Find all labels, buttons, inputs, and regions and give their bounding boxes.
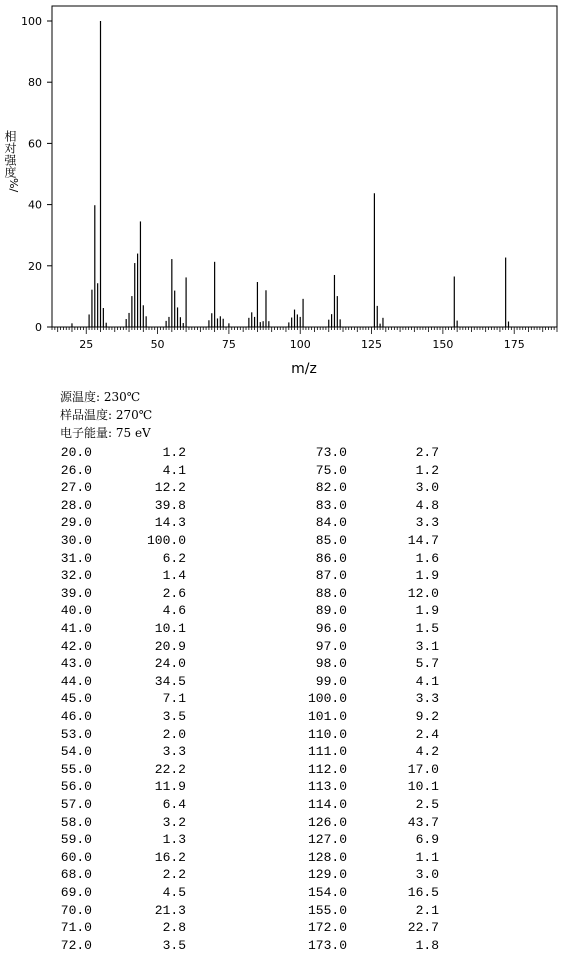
intensity-cell: 1.2 <box>162 445 186 460</box>
intensity-cell: 22.7 <box>407 920 439 936</box>
intensity-cell: 3.0 <box>415 867 439 883</box>
mz-cell: 30.0 <box>60 533 92 548</box>
mz-cell: 40.0 <box>60 603 92 619</box>
intensity-cell: 1.5 <box>415 621 439 636</box>
intensity-cell: 7.1 <box>162 691 186 707</box>
mz-cell: 42.0 <box>60 638 92 654</box>
mz-cell: 128.0 <box>307 849 347 865</box>
mz-cell: 112.0 <box>307 761 347 777</box>
plot-frame <box>52 6 557 327</box>
intensity-cell: 9.2 <box>415 709 439 724</box>
intensity-cell: 4.1 <box>415 673 439 689</box>
table-row <box>0 497 570 515</box>
mz-cell: 101.0 <box>307 709 347 724</box>
table-row <box>0 831 570 849</box>
intensity-cell: 2.6 <box>162 585 186 601</box>
mz-cell: 98.0 <box>315 656 347 672</box>
table-row <box>0 602 570 620</box>
intensity-cell: 3.0 <box>415 480 439 496</box>
intensity-cell: 2.1 <box>415 902 439 918</box>
intensity-cell: 100.0 <box>146 533 186 548</box>
intensity-cell: 3.3 <box>415 515 439 531</box>
mz-cell: 68.0 <box>60 867 92 883</box>
x-tick-label: 150 <box>432 338 454 351</box>
mz-cell: 83.0 <box>315 497 347 513</box>
y-axis-label-unit: %/ <box>7 178 20 193</box>
mz-cell: 70.0 <box>60 902 92 918</box>
mz-cell: 96.0 <box>315 621 347 636</box>
table-row <box>0 849 570 867</box>
mz-cell: 111.0 <box>307 744 347 760</box>
mz-cell: 154.0 <box>307 885 347 900</box>
table-row <box>0 937 570 955</box>
intensity-cell: 6.2 <box>162 550 186 566</box>
mz-cell: 32.0 <box>60 568 92 584</box>
intensity-cell: 4.1 <box>162 462 186 478</box>
x-tick-label: 75 <box>221 338 236 351</box>
intensity-cell: 2.8 <box>162 920 186 936</box>
intensity-cell: 14.7 <box>407 533 439 548</box>
mass-spectrum-chart <box>0 0 570 385</box>
mz-cell: 20.0 <box>60 445 92 460</box>
intensity-cell: 4.6 <box>162 603 186 619</box>
intensity-cell: 6.4 <box>162 797 186 812</box>
y-axis-ticks <box>21 15 52 334</box>
mz-cell: 46.0 <box>60 709 92 724</box>
table-row <box>0 796 570 814</box>
intensity-cell: 1.9 <box>415 603 439 619</box>
intensity-cell: 4.8 <box>415 497 439 513</box>
intensity-cell: 4.5 <box>162 885 186 900</box>
mz-cell: 71.0 <box>60 920 92 936</box>
table-row <box>0 550 570 568</box>
mz-cell: 129.0 <box>307 867 347 883</box>
intensity-cell: 12.2 <box>154 480 186 496</box>
intensity-cell: 12.0 <box>407 585 439 601</box>
intensity-cell: 5.7 <box>415 656 439 672</box>
mz-cell: 69.0 <box>60 885 92 900</box>
mz-cell: 59.0 <box>60 832 92 848</box>
intensity-cell: 1.8 <box>415 937 439 953</box>
table-row <box>0 919 570 937</box>
table-row <box>0 532 570 550</box>
intensity-cell: 1.1 <box>415 849 439 865</box>
mz-cell: 75.0 <box>315 462 347 478</box>
intensity-cell: 16.5 <box>407 885 439 900</box>
table-row <box>0 585 570 603</box>
mz-cell: 89.0 <box>315 603 347 619</box>
intensity-cell: 1.3 <box>162 832 186 848</box>
intensity-cell: 1.2 <box>415 462 439 478</box>
mz-cell: 58.0 <box>60 814 92 830</box>
mz-cell: 55.0 <box>60 761 92 777</box>
intensity-cell: 24.0 <box>154 656 186 672</box>
mz-cell: 73.0 <box>315 445 347 460</box>
mz-cell: 88.0 <box>315 585 347 601</box>
table-row <box>0 567 570 585</box>
intensity-cell: 3.5 <box>162 709 186 724</box>
x-tick-label: 125 <box>361 338 383 351</box>
mz-cell: 84.0 <box>315 515 347 531</box>
mz-cell: 31.0 <box>60 550 92 566</box>
table-row <box>0 514 570 532</box>
y-tick-label: 0 <box>35 321 42 334</box>
mz-cell: 97.0 <box>315 638 347 654</box>
intensity-cell: 2.0 <box>162 726 186 742</box>
mz-cell: 43.0 <box>60 656 92 672</box>
table-row <box>0 902 570 920</box>
table-row <box>0 690 570 708</box>
table-row <box>0 726 570 744</box>
mz-cell: 44.0 <box>60 673 92 689</box>
y-tick-label: 100 <box>21 15 42 28</box>
intensity-cell: 11.9 <box>154 779 186 795</box>
mz-cell: 39.0 <box>60 585 92 601</box>
table-row <box>0 778 570 796</box>
mz-cell: 54.0 <box>60 744 92 760</box>
table-row <box>0 761 570 779</box>
intensity-cell: 3.3 <box>162 744 186 760</box>
intensity-cell: 10.1 <box>407 779 439 795</box>
mz-cell: 28.0 <box>60 497 92 513</box>
x-axis-ticks <box>52 327 557 351</box>
mz-cell: 126.0 <box>307 814 347 830</box>
table-row <box>0 638 570 656</box>
intensity-cell: 17.0 <box>407 761 439 777</box>
intensity-cell: 3.5 <box>162 937 186 953</box>
mz-cell: 57.0 <box>60 797 92 812</box>
table-row <box>0 743 570 761</box>
intensity-cell: 21.3 <box>154 902 186 918</box>
mz-cell: 45.0 <box>60 691 92 707</box>
mz-cell: 27.0 <box>60 480 92 496</box>
intensity-cell: 1.9 <box>415 568 439 584</box>
mz-cell: 173.0 <box>307 937 347 953</box>
y-tick-label: 80 <box>28 76 42 90</box>
intensity-cell: 3.1 <box>415 638 439 654</box>
y-tick-label: 20 <box>28 259 42 273</box>
intensity-cell: 2.5 <box>415 797 439 812</box>
intensity-cell: 1.4 <box>162 568 186 584</box>
table-row <box>0 866 570 884</box>
mz-cell: 100.0 <box>307 691 347 707</box>
table-row <box>0 814 570 832</box>
intensity-cell: 20.9 <box>154 638 186 654</box>
intensity-cell: 4.2 <box>415 744 439 760</box>
mz-cell: 53.0 <box>60 726 92 742</box>
table-row <box>0 479 570 497</box>
table-row <box>0 620 570 638</box>
table-row <box>0 655 570 673</box>
intensity-cell: 14.3 <box>154 515 186 531</box>
mz-cell: 41.0 <box>60 621 92 636</box>
intensity-cell: 6.9 <box>415 832 439 848</box>
peak-bars <box>72 21 509 327</box>
mz-cell: 72.0 <box>60 937 92 953</box>
mz-cell: 82.0 <box>315 480 347 496</box>
intensity-cell: 3.2 <box>162 814 186 830</box>
table-row <box>0 462 570 480</box>
mz-cell: 60.0 <box>60 849 92 865</box>
mz-cell: 26.0 <box>60 462 92 478</box>
intensity-cell: 2.2 <box>162 867 186 883</box>
intensity-cell: 3.3 <box>415 691 439 707</box>
mz-cell: 29.0 <box>60 515 92 531</box>
mz-cell: 86.0 <box>315 550 347 566</box>
intensity-cell: 22.2 <box>154 761 186 777</box>
intensity-cell: 2.4 <box>415 726 439 742</box>
mz-cell: 172.0 <box>307 920 347 936</box>
mz-cell: 110.0 <box>307 726 347 742</box>
table-row <box>0 673 570 691</box>
y-tick-label: 40 <box>28 198 42 212</box>
table-row <box>0 708 570 726</box>
intensity-cell: 16.2 <box>154 849 186 865</box>
x-axis-label: m/z <box>291 361 317 377</box>
intensity-cell: 2.7 <box>415 445 439 460</box>
mz-cell: 56.0 <box>60 779 92 795</box>
mz-cell: 127.0 <box>307 832 347 848</box>
mz-cell: 155.0 <box>307 902 347 918</box>
mz-cell: 99.0 <box>315 673 347 689</box>
mz-cell: 87.0 <box>315 568 347 584</box>
mz-cell: 114.0 <box>307 797 347 812</box>
instrument-conditions <box>60 388 152 442</box>
x-tick-label: 175 <box>503 338 525 351</box>
intensity-cell: 1.6 <box>415 550 439 566</box>
sample-temperature: 样品温度: 270℃ <box>60 408 153 422</box>
x-tick-label: 100 <box>289 338 311 351</box>
electron-energy: 电子能量: 75 eV <box>60 426 151 440</box>
table-row <box>0 444 570 462</box>
mz-cell: 85.0 <box>315 533 347 548</box>
table-row <box>0 884 570 902</box>
intensity-cell: 39.8 <box>154 497 186 513</box>
y-axis-label-main: 相对强度 <box>3 130 17 178</box>
x-tick-label: 50 <box>150 338 165 351</box>
intensity-cell: 43.7 <box>407 814 439 830</box>
source-temperature: 源温度: 230℃ <box>60 390 141 404</box>
x-tick-label: 25 <box>79 338 94 351</box>
intensity-cell: 34.5 <box>154 673 186 689</box>
intensity-cell: 10.1 <box>154 621 186 636</box>
y-tick-label: 60 <box>28 137 42 151</box>
mz-cell: 113.0 <box>307 779 347 795</box>
